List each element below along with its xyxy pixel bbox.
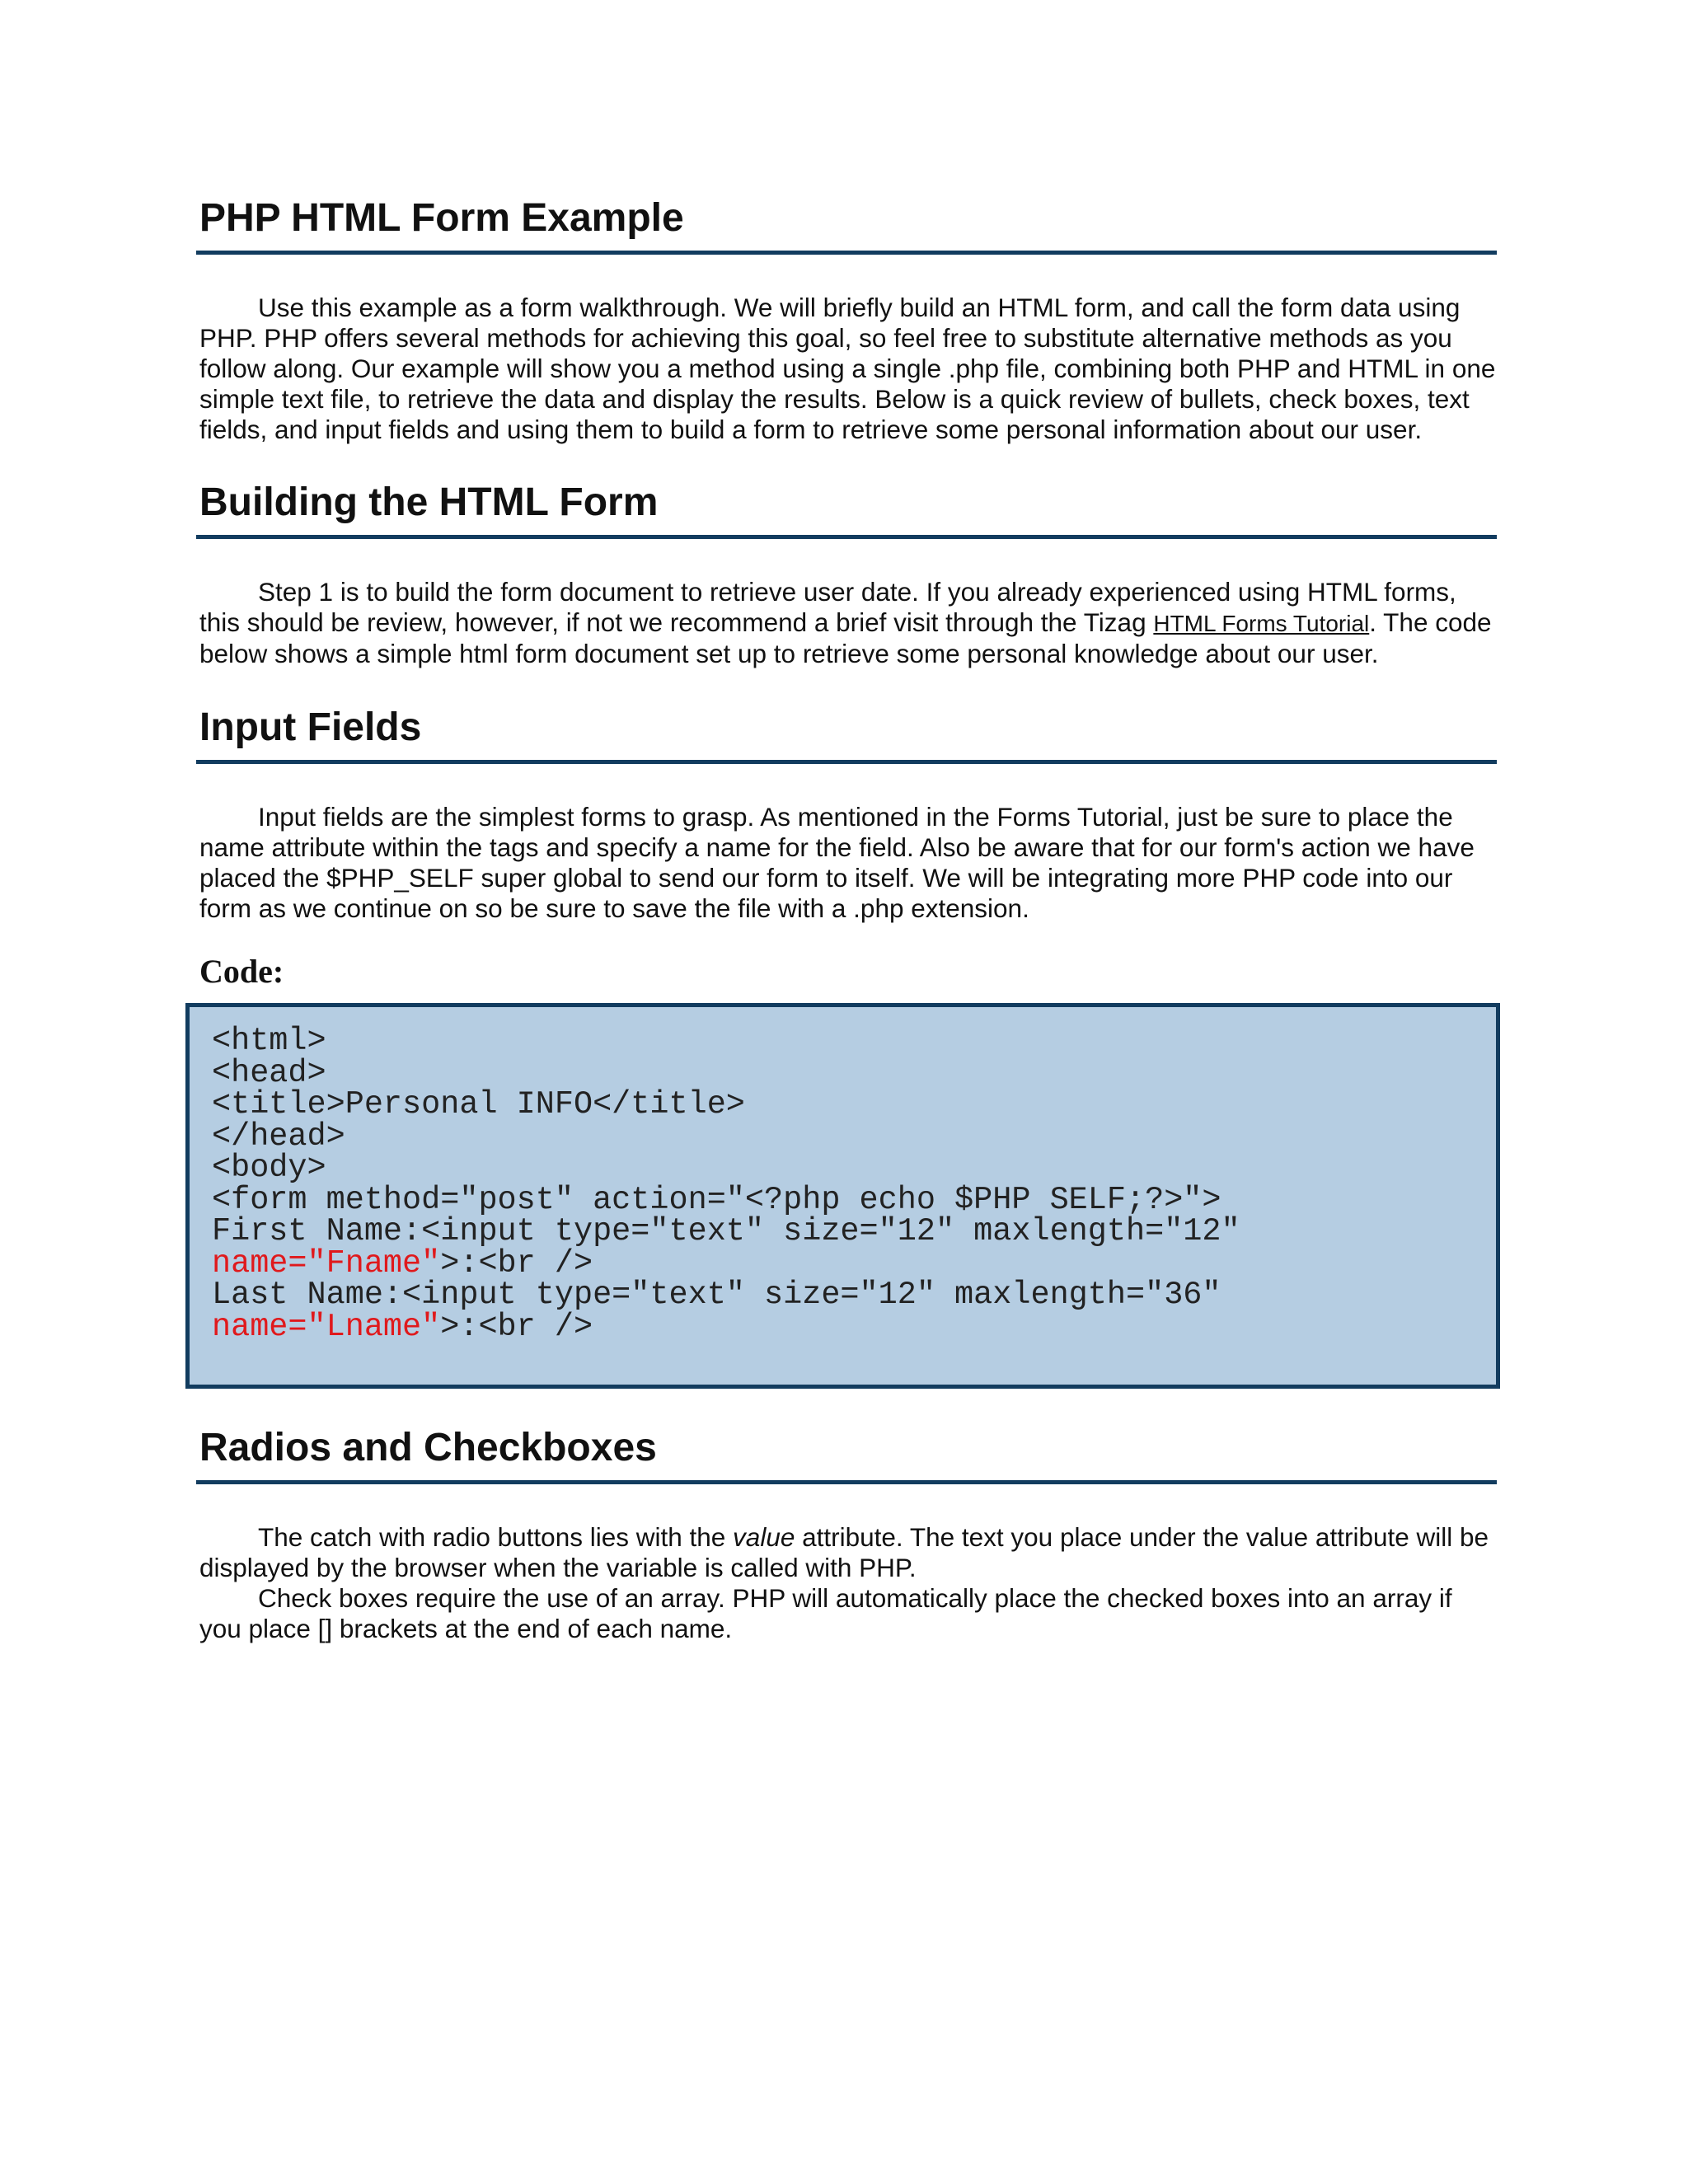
section-paragraph: Input fields are the simplest forms to grasp. As mentioned in the Forms Tutorial, just be sure to place the name attribute within the tags and specify a name for the field. Also be aware that for our form's action we have placed the $PHP_SELF super global to send our form to itself. We will be integrating more PHP code into our form as we continue on so be sure to save the file with a .php extension.: [199, 802, 1475, 923]
code-highlight: name="Lname": [212, 1308, 441, 1345]
heading-divider: [196, 1480, 1497, 1484]
code-line: [212, 1308, 1496, 1345]
code-text: >:<br />: [440, 1244, 593, 1282]
code-line: First Name:<input type="text" size="12" maxlength="12": [212, 1213, 1240, 1249]
section-heading: Building the HTML Form: [199, 480, 659, 524]
section-paragraph: Use this example as a form walkthrough. We will briefly build an HTML form, and call the form data using PHP. PHP offers several methods for achieving this goal, so feel free to substitute alternative methods as you follow along. Our example will show you a method using a single .php file, combining both PHP and HTML in one simple text file, to retrieve the data and display the results. Below is a quick review of bullets, check boxes, text fields, and input fields and using them to build a form to retrieve some personal information about our user.: [199, 293, 1496, 444]
code-block: [185, 1003, 1500, 1389]
code-line: <title>Personal INFO</title>: [212, 1086, 745, 1122]
code-line: <html>: [212, 1023, 326, 1059]
code-line: Last Name:<input type="text" size="12" maxlength="36": [212, 1277, 1221, 1313]
section-paragraph: [198, 577, 1496, 669]
code-line: [212, 1244, 1496, 1282]
section-building-html-form: [198, 479, 1496, 669]
heading-divider: [196, 760, 1497, 764]
code-label: Code:: [199, 953, 284, 990]
code-text: >:<br />: [440, 1308, 593, 1345]
section-php-html-form-example: [198, 194, 1496, 445]
paragraph-text: attribute. The text you place under the value attribute will be displayed by the browser when the variable is called with PHP.: [199, 1522, 1489, 1582]
value-keyword: value: [733, 1522, 795, 1552]
section-heading: PHP HTML Form Example: [199, 196, 684, 240]
heading-divider: [196, 251, 1497, 255]
code-line: <form method="post" action="<?php echo $PHP SELF;?>">: [212, 1181, 1221, 1218]
code-line: <body>: [212, 1150, 326, 1186]
section-paragraph: [198, 1522, 1496, 1583]
html-forms-tutorial-link[interactable]: HTML Forms Tutorial: [1153, 611, 1370, 636]
paragraph-text: Step 1 is to build the form document to retrieve user date. If you already experienced using HTML forms, this should be review, however, if not we recommend a brief visit through the Tizag: [199, 577, 1456, 637]
section-heading: Radios and Checkboxes: [199, 1426, 657, 1469]
paragraph-text: The catch with radio buttons lies with the: [258, 1522, 734, 1552]
code-line: </head>: [212, 1118, 345, 1155]
heading-divider: [196, 535, 1497, 539]
section-radios-and-checkboxes: [198, 1424, 1496, 1644]
section-paragraph: Check boxes require the use of an array. PHP will automatically place the checked boxes into an array if you place [] brackets at the end of each name.: [199, 1583, 1452, 1643]
section-heading: Input Fields: [199, 705, 422, 749]
code-line: <head>: [212, 1054, 326, 1091]
code-highlight: name="Fname": [212, 1244, 441, 1282]
paragraph-text: . The code below shows a simple html form document set up to retrieve some personal knowledge about our user.: [199, 607, 1492, 668]
section-input-fields: [198, 704, 1496, 924]
